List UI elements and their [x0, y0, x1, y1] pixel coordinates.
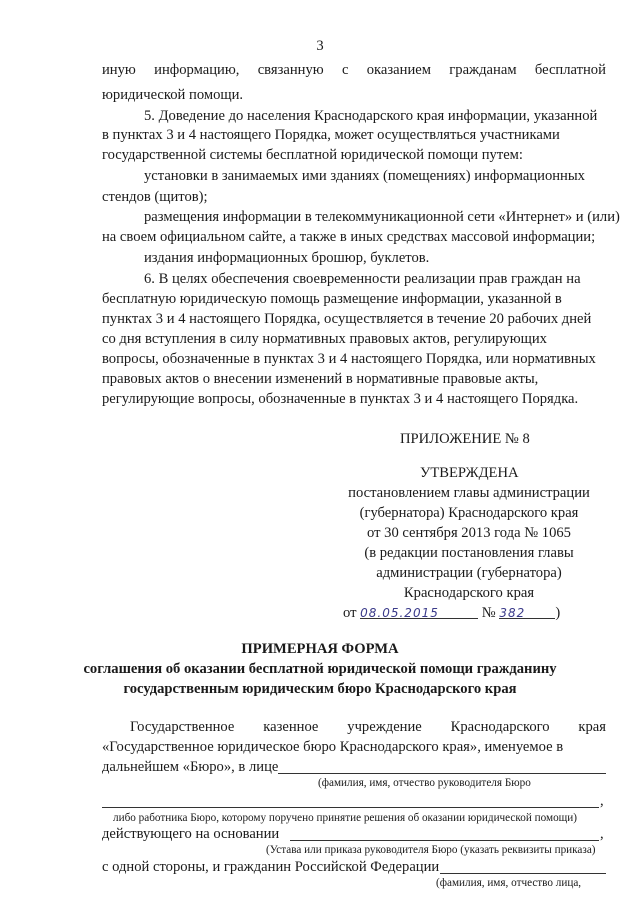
- close-paren: ): [555, 605, 561, 621]
- field-hint: (фамилия, имя, отчество руководителя Бюро: [318, 777, 531, 789]
- body-line: государственной системы бесплатной юридической помощи путем:: [102, 147, 523, 163]
- date-field: [360, 605, 478, 619]
- citizen-name-field: [440, 873, 606, 874]
- word: Государственное: [130, 719, 235, 735]
- comma: ,: [600, 826, 604, 842]
- appendix-line: от 30 сентября 2013 года № 1065: [367, 525, 571, 541]
- word: связанную: [257, 62, 324, 78]
- body-line: на своем официальном сайте, а также в иных средствах массовой информации;: [102, 229, 596, 245]
- word: иную: [102, 62, 136, 78]
- body-line: [102, 62, 606, 79]
- field-hint: либо работника Бюро, которому поручено принятие решения об оказании юридической помощи): [113, 812, 578, 824]
- body-line: издания информационных брошюр, буклетов.: [144, 250, 430, 266]
- amendment-date-line: [343, 605, 560, 622]
- body-line: со дня вступления в силу нормативных правовых актов, регулирующих: [102, 331, 547, 347]
- body-line: юридической помощи.: [102, 87, 244, 103]
- body-line: стендов (щитов);: [102, 189, 208, 205]
- field-hint: (фамилия, имя, отчество лица,: [436, 877, 582, 889]
- word: Краснодарского: [450, 719, 550, 735]
- body-line: правовых актов о внесении изменений в нормативные правовые акты,: [102, 371, 539, 387]
- body-line: 5. Доведение до населения Краснодарского края информации, указанной: [144, 108, 598, 124]
- body-line: 6. В целях обеспечения своевременности реализации прав граждан на: [144, 271, 581, 287]
- form-title: ПРИМЕРНАЯ ФОРМА: [241, 641, 399, 657]
- from-label: от: [343, 605, 357, 621]
- appendix-label: ПРИЛОЖЕНИЕ № 8: [400, 431, 530, 447]
- word: казенное: [263, 719, 319, 735]
- number-label: №: [481, 605, 496, 621]
- form-paragraph-line: [130, 719, 606, 736]
- form-paragraph-line: с одной стороны, и гражданин Российской Федерации: [102, 859, 440, 875]
- body-line: регулирующие вопросы, обозначенные в пунктах 3 и 4 настоящего Порядка.: [102, 391, 579, 407]
- representative-name-field: [278, 773, 606, 774]
- form-paragraph-line: действующего на основании: [102, 826, 280, 842]
- comma: ,: [600, 793, 604, 809]
- body-line: установки в занимаемых ими зданиях (помещениях) информационных: [144, 168, 585, 184]
- field-hint: (Устава или приказа руководителя Бюро (указать реквизиты приказа): [266, 844, 596, 856]
- body-line: пунктах 3 и 4 настоящего Порядка, осуществляется в течение 20 рабочих дней: [102, 311, 592, 327]
- number-field: [499, 605, 555, 619]
- body-line: бесплатную юридическую помощь размещение информации, указанной в: [102, 291, 562, 307]
- word: информацию,: [154, 62, 240, 78]
- appendix-line: (губернатора) Краснодарского края: [359, 505, 579, 521]
- handwritten-date: 08.05.2015: [360, 606, 439, 620]
- word: оказанием: [366, 62, 431, 78]
- word: гражданам: [449, 62, 517, 78]
- form-paragraph-line: «Государственное юридическое бюро Краснодарского края», именуемое в: [102, 739, 564, 755]
- word: учреждение: [347, 719, 422, 735]
- basis-field: [290, 840, 599, 841]
- appendix-line: администрации (губернатора): [376, 565, 562, 581]
- word: края: [578, 719, 606, 735]
- approved-heading: УТВЕРЖДЕНА: [420, 465, 519, 481]
- form-paragraph-line: дальнейшем «Бюро», в лице: [102, 759, 279, 775]
- page-number: 3: [316, 38, 324, 54]
- representative-name-field-2: [102, 807, 599, 808]
- word: с: [341, 62, 349, 78]
- appendix-line: Краснодарского края: [403, 585, 535, 601]
- word: бесплатной: [534, 62, 606, 78]
- form-subtitle: государственным юридическим бюро Краснодарского края: [123, 681, 517, 697]
- body-line: размещения информации в телекоммуникационной сети «Интернет» и (или): [144, 209, 620, 225]
- handwritten-number: 382: [499, 606, 526, 620]
- appendix-line: (в редакции постановления главы: [364, 545, 574, 561]
- body-line: в пунктах 3 и 4 настоящего Порядка, может осуществляться участниками: [102, 127, 560, 143]
- body-line: вопросы, обозначенные в пунктах 3 и 4 настоящего Порядка, или нормативных: [102, 351, 596, 367]
- form-subtitle: соглашения об оказании бесплатной юридической помощи гражданину: [83, 661, 557, 677]
- appendix-line: постановлением главы администрации: [348, 485, 590, 501]
